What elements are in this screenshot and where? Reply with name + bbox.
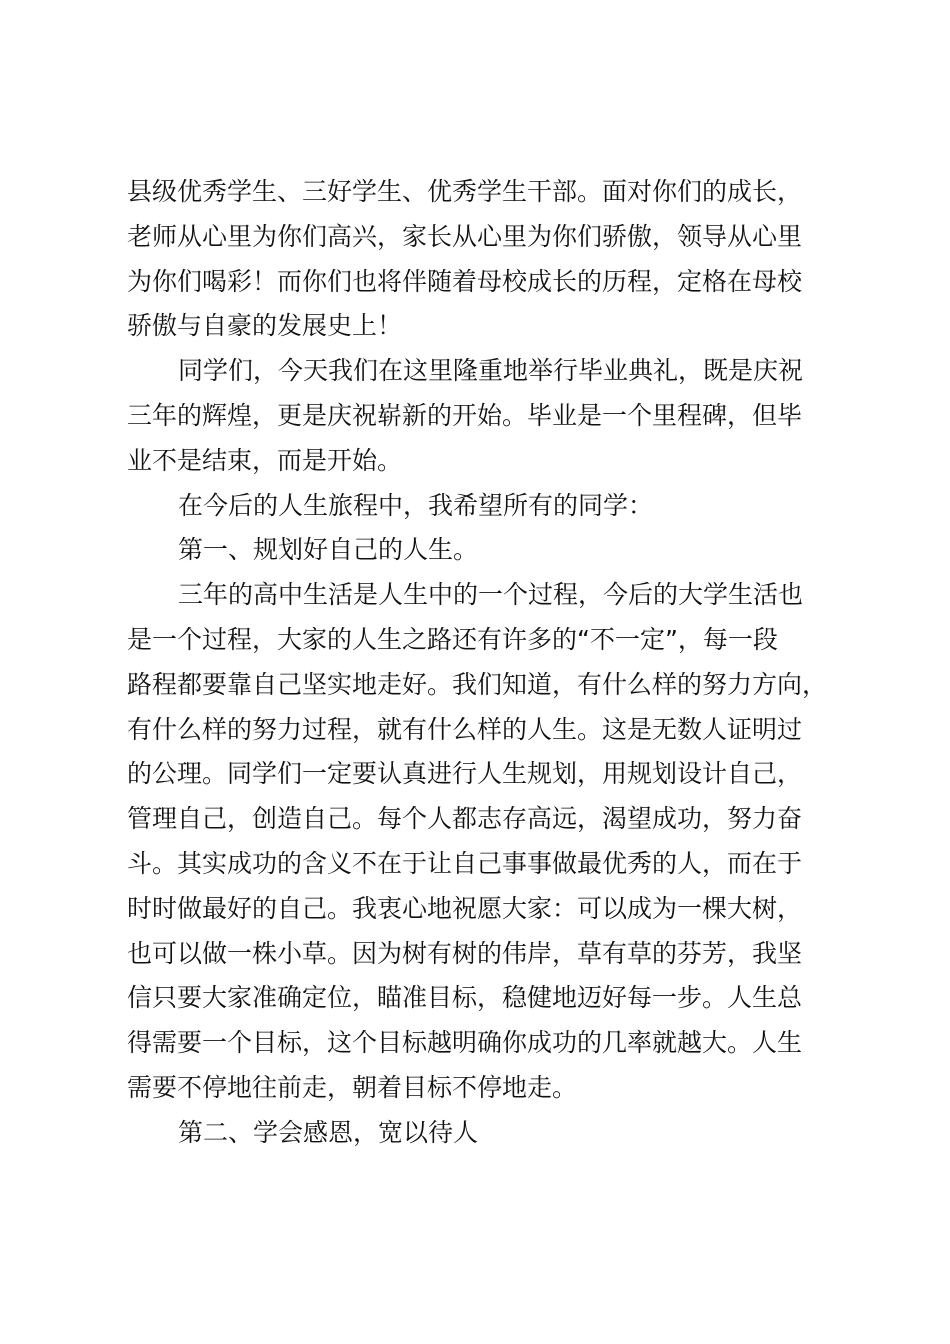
text-line: 三年的辉煌，更是庆祝崭新的开始。毕业是一个里程碑，但毕 xyxy=(127,400,803,430)
text-line: 为你们喝彩！而你们也将伴随着母校成长的历程，定格在母校 xyxy=(127,266,803,296)
paragraph-first-line: 三年的高中生活是人生中的一个过程，今后的大学生活也 xyxy=(178,580,804,610)
document-body xyxy=(127,170,839,1156)
text-line: 信只要大家准确定位，瞄准目标，稳健地迈好每一步。人生总 xyxy=(127,983,803,1013)
text-line: 骄傲与自豪的发展史上！ xyxy=(127,311,403,341)
paragraph-first-line: 同学们，今天我们在这里隆重地举行毕业典礼，既是庆祝 xyxy=(178,356,804,386)
text-line: 得需要一个目标，这个目标越明确你成功的几率就越大。人生 xyxy=(127,1028,803,1058)
text-line: 管理自己，创造自己。每个人都志存高远，渴望成功，努力奋 xyxy=(127,804,803,834)
text-line: 业不是结束，而是开始。 xyxy=(127,445,403,475)
paragraph-first-line: 第一、规划好自己的人生。 xyxy=(178,535,479,565)
text-line: 需要不停地往前走，朝着目标不停地走。 xyxy=(127,1072,578,1102)
text-line: 是一个过程，大家的人生之路还有许多的“不一定”，每一段 xyxy=(127,624,778,654)
text-line: 时时做最好的自己。我衷心地祝愿大家：可以成为一棵大树， xyxy=(127,893,803,923)
text-line: 有什么样的努力过程，就有什么样的人生。这是无数人证明过 xyxy=(127,714,803,744)
text-line: 的公理。同学们一定要认真进行人生规划，用规划设计自己， xyxy=(127,759,803,789)
text-line: 路程都要靠自己坚实地走好。我们知道，有什么样的努力方向， xyxy=(127,669,828,699)
text-line: 也可以做一株小草。因为树有树的伟岸，草有草的芬芳，我坚 xyxy=(127,938,803,968)
text-line: 斗。其实成功的含义不在于让自己事事做最优秀的人，而在于 xyxy=(127,848,803,878)
text-line: 老师从心里为你们高兴，家长从心里为你们骄傲，领导从心里 xyxy=(127,221,803,251)
paragraph-first-line: 在今后的人生旅程中，我希望所有的同学： xyxy=(178,490,654,520)
paragraph-first-line: 第二、学会感恩，宽以待人 xyxy=(178,1117,479,1147)
text-line: 县级优秀学生、三好学生、优秀学生干部。面对你们的成长， xyxy=(127,177,803,206)
